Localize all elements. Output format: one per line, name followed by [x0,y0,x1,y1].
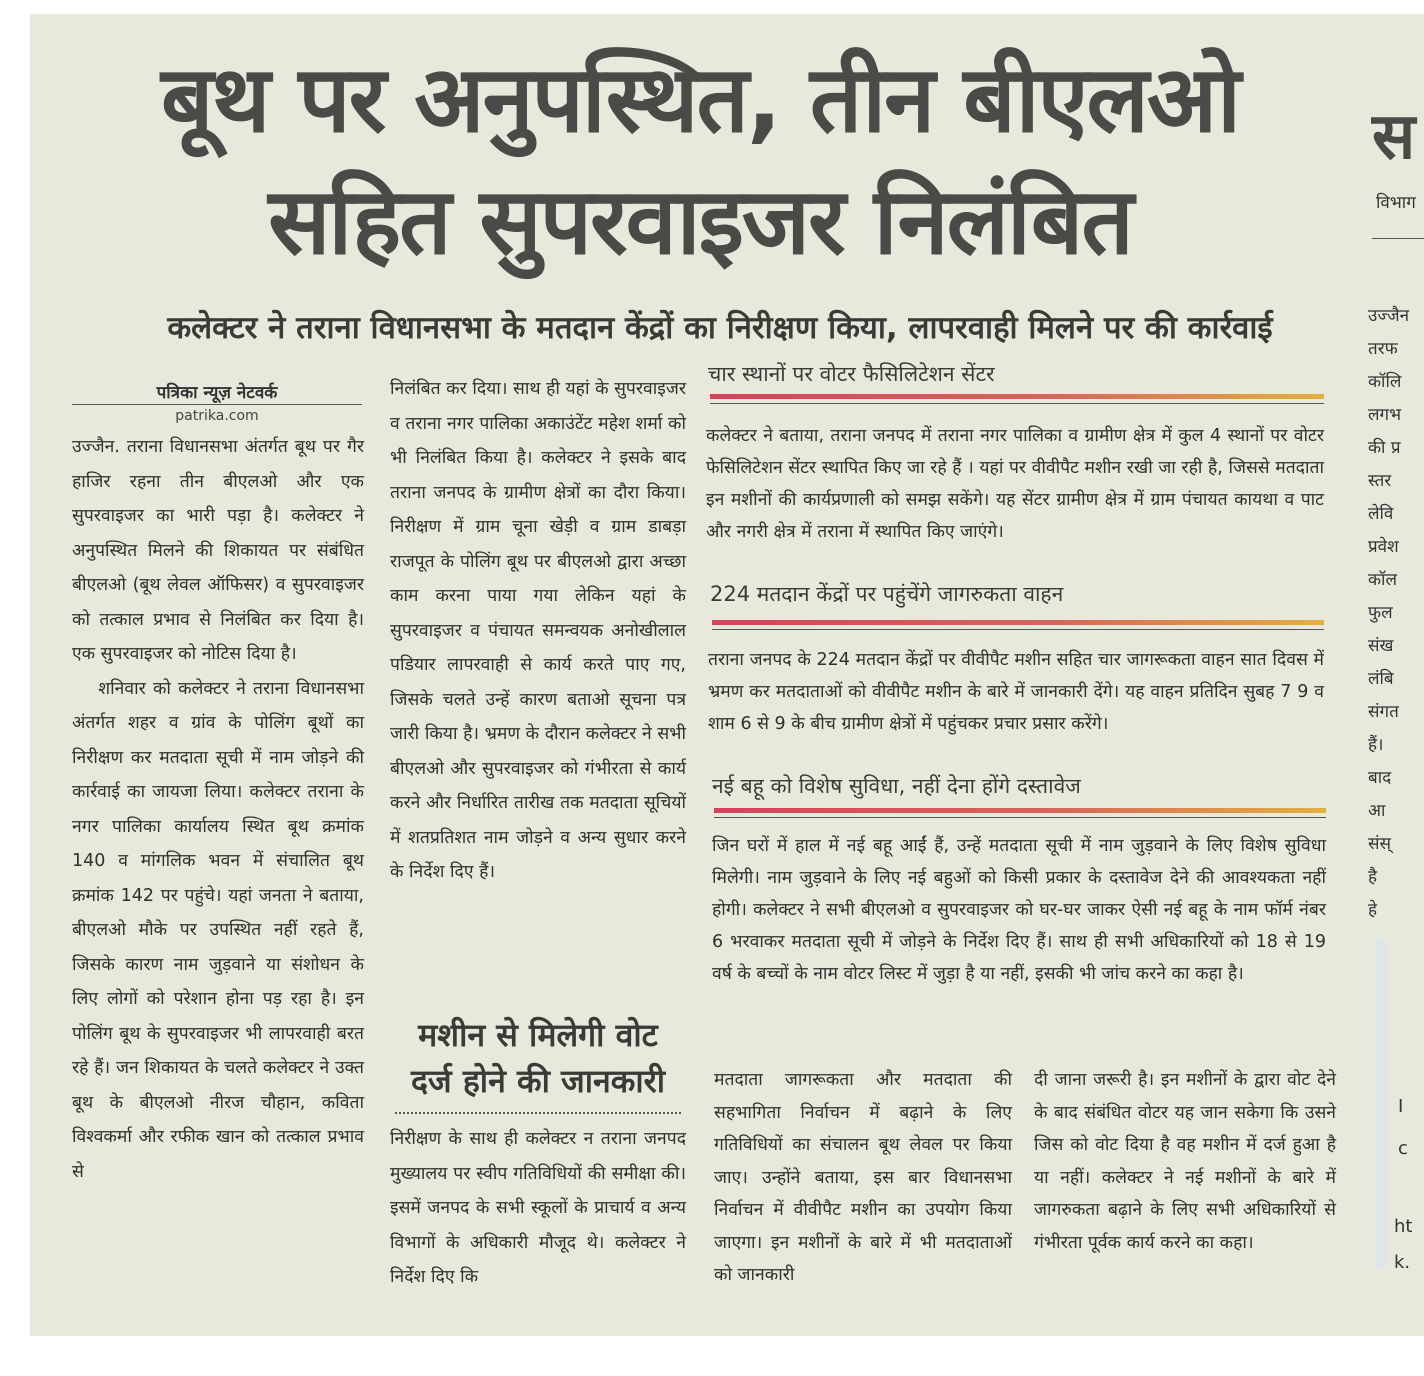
adjacent-column-text [1368,300,1409,927]
subheadline: कलेक्टर ने तराना विधानसभा के मतदान केंद्रों का निरीक्षण किया, लापरवाही मिलने पर की कार्रवाई [167,310,1273,346]
adjacent-text-line: फुल [1368,603,1393,623]
box-heading-divider [395,1112,681,1114]
section-1-heading: चार स्थानों पर वोटर फैसिलिटेशन सेंटर [708,362,995,386]
adjacent-footer-fragment-2: c [1398,1138,1408,1159]
section-3-rule [714,817,1326,818]
section-2-heading: 224 मतदान केंद्रों पर पहुंचेंगे जागरुकता वाहन [710,582,1064,606]
adjacent-footer-fragment-3: ht [1394,1216,1413,1237]
column-2-paragraph-2: निरीक्षण के साथ ही कलेक्टर न तराना जनपद मुख्यालय पर स्वीप गतिविधियों की समीक्षा की। इसमें जनपद के सभी स्कूलों के प्राचार्य व अन्य विभागों के अधिकारी मौजूद थे। कलेक्टर ने निर्देश दिए कि [390,1129,686,1287]
adjacent-text-line: आ [1368,801,1386,821]
adjacent-shaded-strip [1376,938,1386,1268]
headline-line-1: बूथ पर अनुपस्थित, तीन बीएलओ [161,46,1239,153]
article-column-4: दी जाना जरूरी है। इन मशीनों के द्वारा वोट देने के बाद संबंधित वोटर यह जान सकेगा कि उसने जिस को वोट दिया है वह मशीन में दर्ज हुआ है या नहीं। कलेक्टर ने नई मशीनों के बारे में जागरुकता बढ़ाने के लिए सभी अधिकारियों से गंभीरता पूर्वक कार्य करने का कहा। [1034,1070,1336,1253]
section-1-body: कलेक्टर ने बताया, तराना जनपद में तराना नगर पालिका व ग्रामीण क्षेत्र में कुल 4 स्थानों पर वोटर फेसिलिटेशन सेंटर स्थापित किए जा रहे हैं । यहां पर वीवीपैट मशीन रखी जा रही है, जिससे मतदाता इन मशीनों की कार्यप्रणाली को समझ सकेंगे। यह सेंटर ग्रामीण क्षेत्र में ग्राम पंचायत कायथा व पाट और नगरी क्षेत्र में तराना में स्थापित किए जाएंगे। [706,426,1324,542]
adjacent-rule [1372,238,1424,239]
box-heading-line-1: मशीन से मिलेगी वोट [418,1016,658,1054]
section-1-color-bar [710,394,1324,399]
adjacent-subhead-fragment: विभाग [1376,193,1416,213]
adjacent-text-line: हैं। [1368,735,1384,755]
adjacent-text-line: की प्र [1368,438,1401,458]
byline-name: पत्रिका न्यूज़ नेटवर्क [156,383,278,403]
adjacent-text-line: बाद [1368,768,1392,788]
adjacent-text-line: उज्जैन [1368,306,1410,326]
section-2-body: तराना जनपद के 224 मतदान केंद्रों पर वीवीपैट मशीन सहित चार जागरूकता वाहन सात दिवस में भ्रमण कर मतदाताओं को वीवीपैट मशीन के बारे में जानकारी देंगे। यह वाहन प्रतिदिन सुबह 7 9 व शाम 6 से 9 के बीच ग्रामीण क्षेत्रों में पहुंचकर प्रचार प्रसार करेंगे। [708,650,1324,734]
article-column-3: मतदाता जागरूकता और मतदाता की सहभागिता निर्वाचन में बढ़ाने के लिए गतिविधियों का संचालन बूथ लेवल पर किया जाए। उन्होंने बताया, इस बार विधानसभा निर्वाचन में वीवीपैट मशीन का उपयोग किया जाएगा। इन मशीनों के बारे में भी मतदाताओं को जानकारी [714,1070,1012,1285]
article-column-2 [390,372,686,890]
section-3-heading: नई बहू को विशेष सुविधा, नहीं देना होंगे दस्तावेज [712,774,1081,798]
adjacent-text-line: संगत [1368,702,1399,722]
section-2-rule [712,629,1324,630]
adjacent-text-line: प्रवेश [1368,537,1399,557]
adjacent-headline-fragment: स [1372,100,1416,174]
section-2-color-bar [712,620,1324,625]
adjacent-footer-fragment-1: I [1398,1096,1404,1117]
box-heading [390,1012,686,1104]
adjacent-footer-fragment-4: k. [1394,1252,1411,1273]
headline-line-2: सहित सुपरवाइजर निलंबित [268,168,1132,275]
adjacent-text-line: कॉल [1368,570,1397,590]
column-1-paragraph-2: शनिवार को कलेक्टर ने तराना विधानसभा अंतर्गत शहर व ग्रांव के पोलिंग बूथों का निरीक्षण कर मतदाता सूची में नाम जोड़ने की कार्रवाई का जायजा लिया। कलेक्टर तराना के नगर पालिका कार्यालय स्थित बूथ क्रमांक 140 व मांगलिक भवन में संचालित बूथ क्रमांक 142 पर पहुंचे। यहां जनता ने बताया, बीएलओ मौके पर उपस्थित नहीं रहते हैं, जिसके कारण नाम जुड़वाने या संशोधन के लिए लोगों को परेशान होना पड़ रहा है। इन पोलिंग बूथ के सुपरवाइजर भी लापरवाही बरत रहे हैं। जन शिकायत के चलते कलेक्टर ने उक्त बूथ के बीएलओ नीरज चौहान, कविता विश्वकर्मा और रफीक खान को तत्काल प्रभाव से [72,678,364,1182]
article-column-2-lower [390,1122,686,1295]
newspaper-clipping [30,14,1424,1336]
adjacent-text-line: लगभ [1368,405,1402,425]
adjacent-text-line: कॉलि [1368,372,1402,392]
column-2-paragraph-1: निलंबित कर दिया। साथ ही यहां के सुपरवाइजर व तराना नगर पालिका अकाउंटेंट महेश शर्मा को भी निलंबित किया है। कलेक्टर ने इसके बाद तराना जनपद के ग्रामीण क्षेत्रों का दौरा किया। निरीक्षण में ग्राम चूना खेड़ी व ग्राम डाबड़ा राजपूत के पोलिंग बूथ पर बीएलओ द्वारा अच्छा काम करना पाया गया लेकिन यहां के सुपरवाइजर व पंचायत समन्वयक अनोखीलाल पडियार लापरवाही से कार्य करते पाए गए, जिसके चलते उन्हें कारण बताओ सूचना पत्र जारी किया है। भ्रमण के दौरान कलेक्टर ने सभी बीएलओ और सुपरवाइजर को गंभीरता से कार्य करने और निर्धारित तारीख तक मतदाता सूचियों में शतप्रतिशत नाम जोड़ने व अन्य सुधार करने के निर्देश दिए हैं। [390,379,686,882]
section-3-body: जिन घरों में हाल में नई बहू आईं हैं, उन्हें मतदाता सूची में नाम जुड़वाने के लिए विशेष सुविधा मिलेगी। नाम जुड़वाने के लिए नई बहुओं को किसी प्रकार के दस्तावेज देने की आवश्यकता नहीं होगी। कलेक्टर ने सभी बीएलओ व सुपरवाइजर को घर-घर जाकर ऐसी नई बहू के नाम फॉर्म नंबर 6 भरवाकर मतदाता सूची में जोड़ने के निर्देश दिए हैं। साथ ही सभी अधिकारियों को 18 से 19 वर्ष के बच्चों के नाम वोटर लिस्ट में जुड़ा है या नहीं, इसकी भी जांच करने का कहा है। [712,836,1326,984]
section-1-rule [710,403,1324,404]
adjacent-text-line: हे [1368,900,1378,920]
adjacent-text-line: लंबि [1368,669,1394,689]
byline-divider [72,404,362,405]
adjacent-text-line: तरफ [1368,339,1398,359]
byline-site: patrika.com [175,408,259,424]
adjacent-text-line: है [1368,867,1378,887]
box-heading-line-2: दर्ज होने की जानकारी [410,1062,666,1100]
adjacent-text-line: स्तर [1368,471,1392,491]
adjacent-text-line: लेवि [1368,504,1394,524]
adjacent-text-line: संख [1368,636,1394,656]
section-3-color-bar [714,808,1326,813]
article-column-1 [72,430,364,1189]
column-1-paragraph-1: उज्जैन. तराना विधानसभा अंतर्गत बूथ पर गैर हाजिर रहना तीन बीएलओ और एक सुपरवाइजर का भारी पड़ा है। कलेक्टर ने अनुपस्थित मिलने की शिकायत पर संबंधित बीएलओ (बूथ लेवल ऑफिसर) व सुपरवाइजर को तत्काल प्रभाव से निलंबित कर दिया है। एक सुपरवाइजर को नोटिस दिया है। [72,437,364,664]
adjacent-text-line: संस् [1368,834,1391,854]
